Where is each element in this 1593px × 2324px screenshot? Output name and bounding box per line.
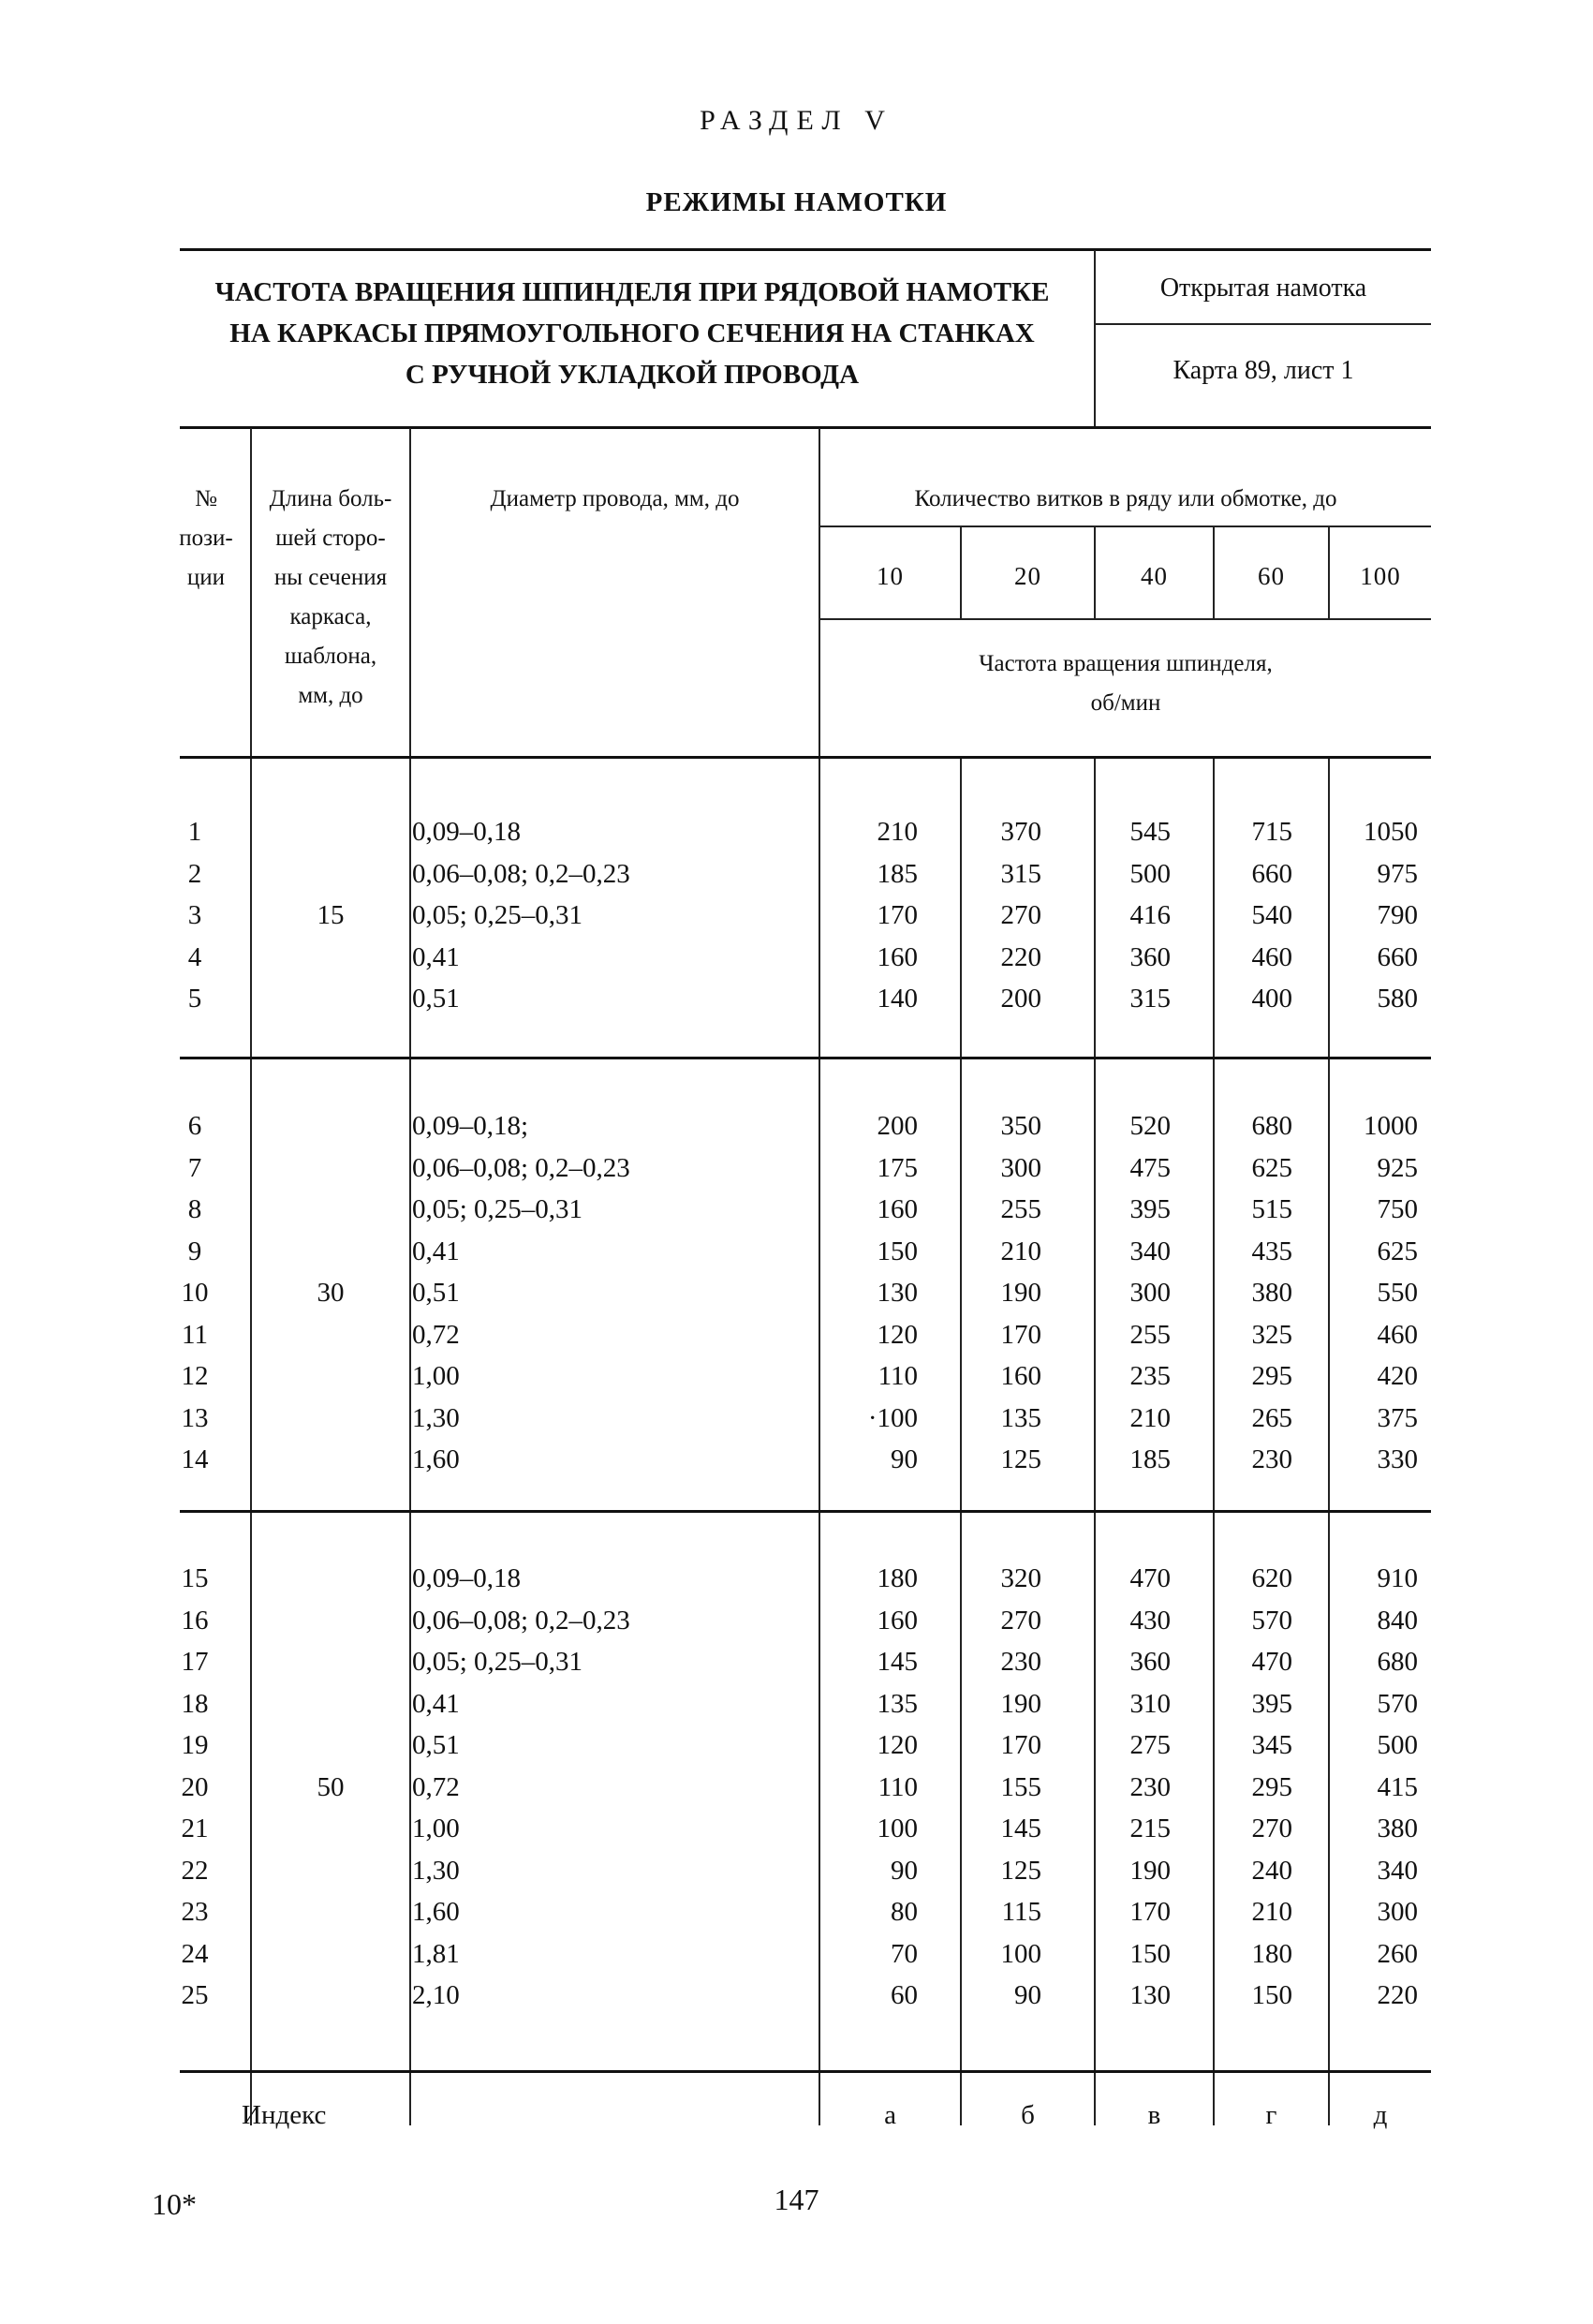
wire-diameter: 0,09–0,18 [412,817,521,847]
spindle-speed-value: 130 [877,1278,918,1308]
wire-diameter: 1,60 [412,1897,460,1927]
spindle-speed-value: 270 [1000,900,1041,930]
header-line: шаблона, [284,644,377,669]
row-number: 12 [181,1361,209,1391]
spindle-speed-value: 115 [1001,1897,1041,1927]
row-number: 20 [181,1771,209,1802]
speed-header [820,644,1431,723]
spindle-speed-value: 400 [1251,984,1292,1014]
wire-diameter: 1,30 [412,1402,460,1433]
spindle-speed-value: 80 [891,1897,918,1927]
row-number: 11 [182,1319,208,1350]
header-bottom-rule [180,426,1431,429]
card-title-line: ЧАСТОТА ВРАЩЕНИЯ ШПИНДЕЛЯ ПРИ РЯДОВОЙ НАМОТКЕ [214,277,1050,307]
wire-diameter: 0,06–0,08; 0,2–0,23 [412,858,630,889]
spindle-speed-value: 360 [1129,1647,1171,1677]
spindle-speed-value: 840 [1377,1605,1418,1636]
spindle-speed-value: 255 [1129,1319,1171,1350]
spindle-speed-value: 145 [1000,1813,1041,1843]
turns-100: 100 [1360,562,1401,590]
spindle-speed-value: 545 [1129,817,1171,847]
table-bottom-rule [180,2070,1431,2073]
spindle-speed-value: 270 [1000,1605,1041,1636]
spindle-speed-value: 210 [1000,1236,1041,1266]
section-heading: РАЗДЕЛ V [700,105,893,136]
row-number: 10 [181,1278,209,1308]
spindle-speed-value: 140 [877,984,918,1014]
row-number: 16 [181,1605,209,1636]
turns-header-rule [819,525,1431,527]
wire-diameter: 0,09–0,18; [412,1111,529,1141]
header-body-rule [180,756,1431,759]
spindle-speed-value: 160 [877,941,918,972]
spindle-speed-value: 300 [1129,1278,1171,1308]
spindle-speed-value: 325 [1251,1319,1292,1350]
spindle-speed-value: 215 [1129,1813,1171,1843]
spindle-speed-value: 360 [1129,941,1171,972]
header-line: Длина боль- [269,486,392,511]
spindle-speed-value: 625 [1377,1236,1418,1266]
spindle-speed-value: 200 [1000,984,1041,1014]
row-number: 4 [187,941,202,972]
spindle-speed-value: 430 [1129,1605,1171,1636]
spindle-speed-value: 540 [1251,900,1292,930]
spindle-speed-value: 295 [1251,1771,1292,1802]
card-title-line: НА КАРКАСЫ ПРЯМОУГОЛЬНОГО СЕЧЕНИЯ НА СТАНКАХ [229,318,1035,348]
spindle-speed-value: 180 [1251,1938,1292,1969]
spindle-speed-value: 170 [1000,1730,1041,1760]
row-number: 19 [181,1730,209,1760]
spindle-speed-value: 210 [1251,1897,1292,1927]
spindle-speed-value: 415 [1377,1771,1418,1802]
row-number: 7 [187,1152,202,1183]
spindle-speed-value: 315 [1129,984,1171,1014]
spindle-speed-value: 150 [1251,1980,1292,2010]
header-top-rule [180,248,1431,251]
spindle-speed-value: 230 [1129,1771,1171,1802]
row-number: 13 [181,1402,209,1433]
spindle-speed-value: 680 [1251,1111,1292,1141]
spindle-speed-value: 300 [1000,1152,1041,1183]
section-subtitle: РЕЖИМЫ НАМОТКИ [645,187,948,217]
spindle-speed-value: 620 [1251,1563,1292,1593]
spindle-speed-value: 180 [877,1563,918,1593]
wire-diameter: 0,72 [412,1771,460,1802]
spindle-speed-value: 90 [891,1444,918,1474]
row-number: 6 [187,1111,202,1141]
spindle-speed-value: 125 [1000,1444,1041,1474]
wire-diameter: 0,51 [412,984,460,1014]
header-line: каркаса, [289,604,372,629]
spindle-speed-value: 90 [891,1855,918,1886]
spindle-speed-value: 145 [877,1647,918,1677]
card-number: Карта 89, лист 1 [1173,356,1354,385]
spindle-speed-value: 975 [1377,858,1418,889]
card-title [183,272,1082,395]
spindle-speed-value: 475 [1129,1152,1171,1183]
spindle-speed-value: 340 [1129,1236,1171,1266]
spindle-speed-value: 660 [1251,858,1292,889]
spindle-speed-value: 345 [1251,1730,1292,1760]
column-position-header [167,480,245,598]
spindle-speed-value: 580 [1377,984,1418,1014]
wire-diameter: 1,00 [412,1813,460,1843]
spindle-speed-value: 340 [1377,1855,1418,1886]
wire-diameter: 1,00 [412,1361,460,1391]
spindle-speed-value: 330 [1377,1444,1418,1474]
spindle-speed-value: 190 [1129,1855,1171,1886]
wire-diameter: 1,30 [412,1855,460,1886]
spindle-speed-value: 190 [1000,1688,1041,1719]
turns-20: 20 [1014,562,1041,590]
row-number: 24 [181,1938,209,1969]
spindle-speed-value: 170 [877,900,918,930]
row-number: 22 [181,1855,209,1886]
spindle-speed-value: 100 [877,1813,918,1843]
spindle-speed-value: 235 [1129,1361,1171,1391]
spindle-speed-value: ·100 [867,1402,918,1433]
spindle-speed-value: 200 [877,1111,918,1141]
row-number: 8 [187,1194,202,1224]
spindle-speed-value: 155 [1000,1771,1041,1802]
spindle-speed-value: 380 [1251,1278,1292,1308]
spindle-speed-value: 790 [1377,900,1418,930]
spindle-speed-value: 380 [1377,1813,1418,1843]
turns-10: 10 [877,562,904,590]
spindle-speed-value: 110 [878,1361,918,1391]
page-number: 147 [774,2183,819,2216]
spindle-speed-value: 160 [877,1194,918,1224]
spindle-speed-value: 210 [877,817,918,847]
spindle-speed-value: 395 [1129,1194,1171,1224]
spindle-speed-value: 520 [1129,1111,1171,1141]
spindle-speed-value: 1000 [1364,1111,1418,1141]
header-meta-divider [1094,323,1431,325]
spindle-speed-value: 370 [1000,817,1041,847]
row-number: 9 [187,1236,202,1266]
spindle-speed-value: 255 [1000,1194,1041,1224]
row-number: 17 [181,1647,209,1677]
spindle-speed-value: 230 [1000,1647,1041,1677]
spindle-speed-value: 110 [878,1771,918,1802]
wire-diameter: 0,41 [412,941,460,972]
group-rule [180,1057,1431,1059]
spindle-speed-value: 60 [891,1980,918,2010]
wire-diameter: 1,60 [412,1444,460,1474]
header-line: ны сечения [273,565,388,590]
wire-diameter: 0,41 [412,1236,460,1266]
spindle-speed-value: 435 [1251,1236,1292,1266]
spindle-speed-value: 295 [1251,1361,1292,1391]
spindle-speed-value: 310 [1129,1688,1171,1719]
spindle-speed-value: 135 [1000,1402,1041,1433]
spindle-speed-value: 910 [1377,1563,1418,1593]
turns-40: 40 [1141,562,1168,590]
wire-diameter: 0,51 [412,1730,460,1760]
row-number: 5 [187,984,202,1014]
winding-type: Открытая намотка [1159,274,1367,303]
header-line: пози- [179,525,233,551]
wire-diameter: 0,41 [412,1688,460,1719]
index-b: б [1021,2100,1035,2130]
card-title-line: С РУЧНОЙ УКЛАДКОЙ ПРОВОДА [405,360,860,390]
header-line: мм, до [298,683,363,708]
spindle-speed-value: 275 [1129,1730,1171,1760]
spindle-speed-value: 460 [1377,1319,1418,1350]
spindle-speed-value: 550 [1377,1278,1418,1308]
row-number: 18 [181,1688,209,1719]
wire-diameter: 0,05; 0,25–0,31 [412,1647,583,1677]
row-number: 21 [181,1813,209,1843]
spindle-speed-value: 470 [1129,1563,1171,1593]
spindle-speed-value: 375 [1377,1402,1418,1433]
index-a: а [884,2100,896,2130]
spindle-speed-value: 185 [1129,1444,1171,1474]
spindle-speed-value: 190 [1000,1278,1041,1308]
index-v: в [1147,2100,1161,2130]
spindle-speed-value: 90 [1014,1980,1041,2010]
row-number: 3 [187,900,202,930]
spindle-speed-value: 260 [1377,1938,1418,1969]
spindle-speed-value: 135 [877,1688,918,1719]
spindle-speed-value: 715 [1251,817,1292,847]
spindle-speed-value: 220 [1377,1980,1418,2010]
spindle-speed-value: 210 [1129,1402,1171,1433]
spindle-speed-value: 150 [877,1236,918,1266]
spindle-speed-value: 70 [891,1938,918,1969]
index-label: Индекс [242,2100,327,2130]
spindle-speed-value: 160 [877,1605,918,1636]
spindle-speed-value: 130 [1129,1980,1171,2010]
footer-mark: 10* [152,2187,197,2221]
wire-diameter: 0,05; 0,25–0,31 [412,1194,583,1224]
spindle-speed-value: 320 [1000,1563,1041,1593]
spindle-speed-value: 660 [1377,941,1418,972]
wire-diameter: 0,51 [412,1278,460,1308]
wire-diameter: 0,06–0,08; 0,2–0,23 [412,1152,630,1183]
spindle-speed-value: 925 [1377,1152,1418,1183]
spindle-speed-value: 570 [1377,1688,1418,1719]
spindle-speed-value: 570 [1251,1605,1292,1636]
wire-diameter: 0,06–0,08; 0,2–0,23 [412,1605,630,1636]
spindle-speed-value: 420 [1377,1361,1418,1391]
column-length-header [252,480,409,716]
spindle-speed-value: 750 [1377,1194,1418,1224]
length-group-value: 50 [317,1771,345,1802]
spindle-speed-value: 500 [1377,1730,1418,1760]
header-line: Частота вращения шпинделя, [979,651,1273,676]
turns-60: 60 [1258,562,1285,590]
group-rule [180,1510,1431,1513]
index-g: г [1265,2100,1277,2130]
spindle-speed-value: 500 [1129,858,1171,889]
spindle-speed-value: 1050 [1364,817,1418,847]
spindle-speed-value: 270 [1251,1813,1292,1843]
spindle-speed-value: 160 [1000,1361,1041,1391]
spindle-speed-value: 100 [1000,1938,1041,1969]
row-number: 15 [181,1563,209,1593]
header-line: шей сторо- [275,525,386,551]
spindle-speed-value: 470 [1251,1647,1292,1677]
wire-diameter: 0,72 [412,1319,460,1350]
spindle-speed-value: 170 [1129,1897,1171,1927]
spindle-speed-value: 120 [877,1730,918,1760]
spindle-speed-value: 515 [1251,1194,1292,1224]
index-d: д [1373,2100,1388,2130]
spindle-speed-value: 460 [1251,941,1292,972]
spindle-speed-value: 350 [1000,1111,1041,1141]
spindle-speed-value: 240 [1251,1855,1292,1886]
header-line: об/мин [1090,690,1161,716]
spindle-speed-value: 220 [1000,941,1041,972]
wire-diameter: 1,81 [412,1938,460,1969]
row-number: 14 [181,1444,209,1474]
spindle-speed-value: 625 [1251,1152,1292,1183]
spindle-speed-value: 125 [1000,1855,1041,1886]
spindle-speed-value: 265 [1251,1402,1292,1433]
spindle-speed-value: 175 [877,1152,918,1183]
wire-diameter: 0,05; 0,25–0,31 [412,900,583,930]
spindle-speed-value: 416 [1129,900,1171,930]
spindle-speed-value: 300 [1377,1897,1418,1927]
header-line: ции [186,565,226,590]
length-group-value: 15 [317,900,345,930]
row-number: 23 [181,1897,209,1927]
column-diameter-header: Диаметр провода, мм, до [490,486,740,511]
wire-diameter: 2,10 [412,1980,460,2010]
column-turns-header: Количество витков в ряду или обмотке, до [914,486,1337,511]
spindle-speed-value: 315 [1000,858,1041,889]
spindle-speed-value: 395 [1251,1688,1292,1719]
spindle-speed-value: 120 [877,1319,918,1350]
row-number: 1 [187,817,202,847]
spindle-speed-value: 170 [1000,1319,1041,1350]
wire-diameter: 0,09–0,18 [412,1563,521,1593]
spindle-speed-value: 185 [877,858,918,889]
header-line: № [195,486,217,511]
spindle-speed-value: 150 [1129,1938,1171,1969]
spindle-speed-value: 680 [1377,1647,1418,1677]
length-group-value: 30 [317,1278,345,1308]
row-number: 25 [181,1980,209,2010]
spindle-speed-value: 230 [1251,1444,1292,1474]
row-number: 2 [187,858,202,889]
